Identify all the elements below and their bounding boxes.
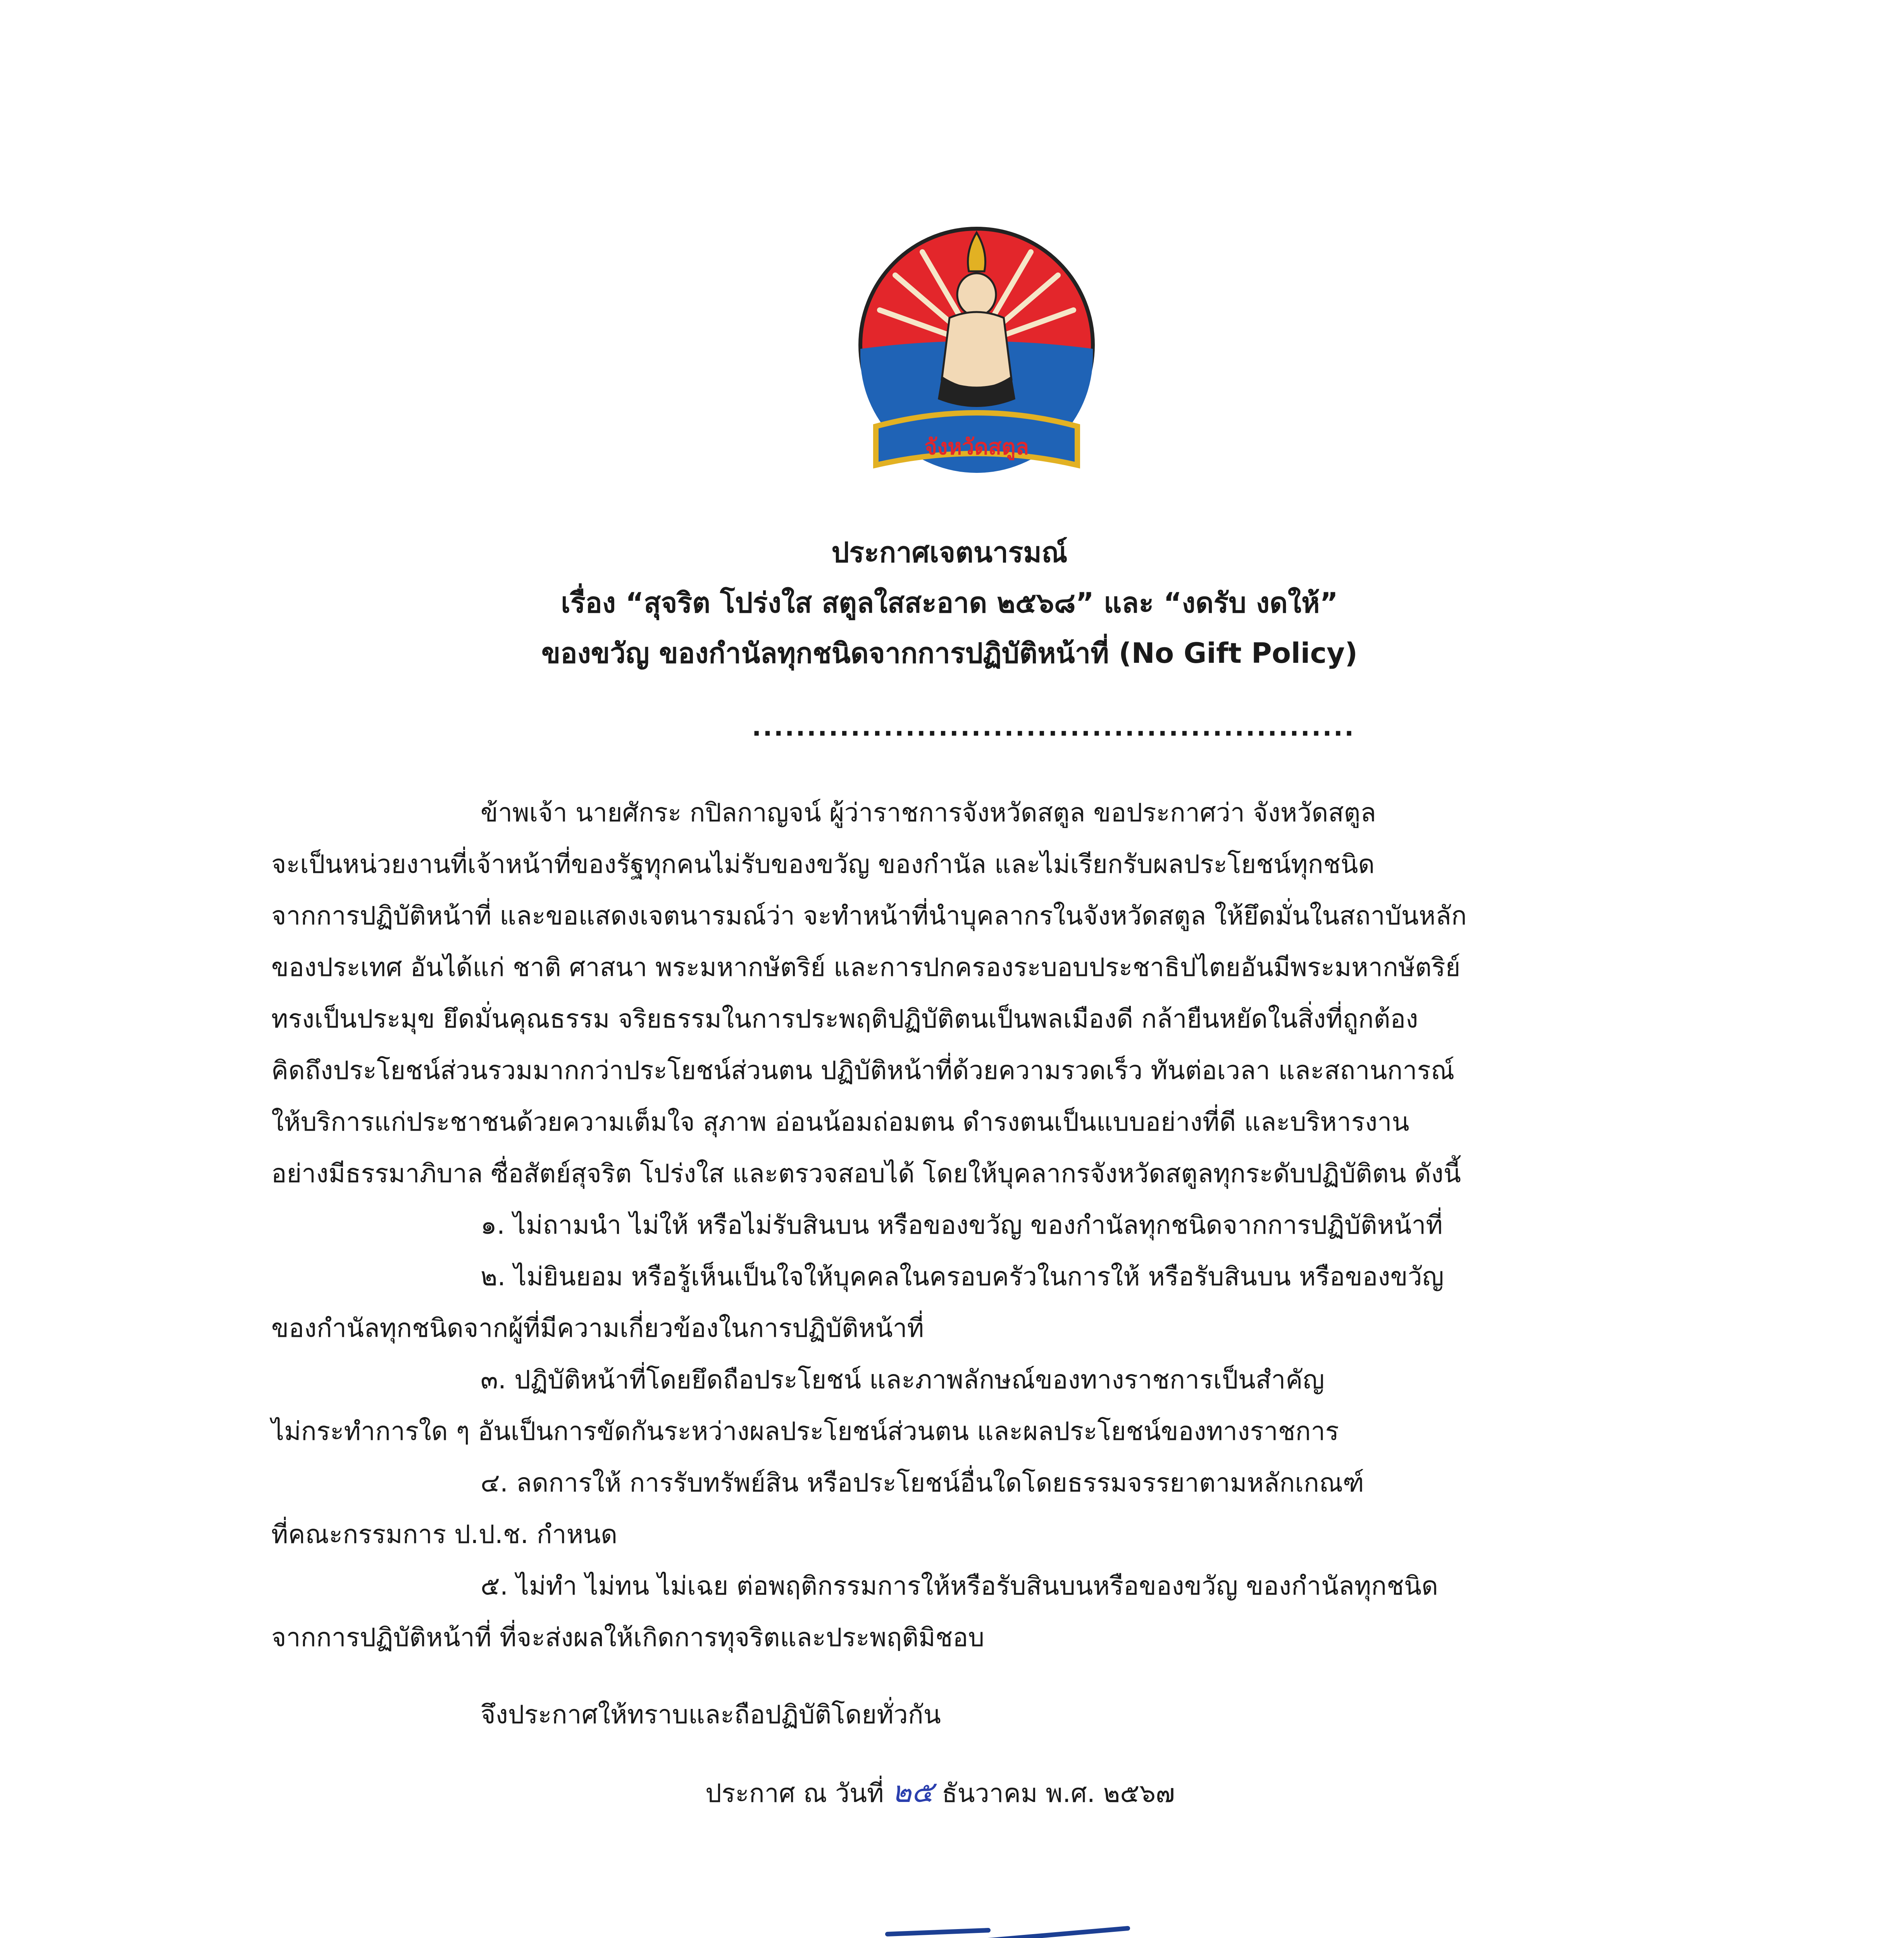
- title-line-2: เรื่อง “สุจริต โปร่งใส สตูลใสสะอาด ๒๕๖๘” และ “งดรับ งดให้”: [561, 586, 1338, 619]
- announcement-title: [271, 527, 1628, 678]
- paragraph-line: ทรงเป็นประมุข ยึดมั่นคุณธรรม จริยธรรมในการประพฤติปฏิบัติตนเป็นพลเมืองดี กล้ายืนหยัดในสิ่งที่ถูกต้อง: [271, 1004, 1418, 1034]
- list-item-2-cont: ของกำนัลทุกชนิดจากผู้ที่มีความเกี่ยวข้องในการปฏิบัติหน้าที่: [271, 1313, 924, 1343]
- list-item-2: ๒. ไม่ยินยอม หรือรู้เห็นเป็นใจให้บุคคลในครอบครัวในการให้ หรือรับสินบน หรือของขวัญ: [481, 1262, 1444, 1291]
- list-item-3-cont: ไม่กระทำการใด ๆ อันเป็นการขัดกันระหว่างผลประโยชน์ส่วนตน และผลประโยชน์ของทางราชการ: [271, 1416, 1339, 1446]
- list-item-5: ๕. ไม่ทำ ไม่ทน ไม่เฉย ต่อพฤติกรรมการให้หรือรับสินบนหรือของขวัญ ของกำนัลทุกชนิด: [481, 1571, 1438, 1601]
- governor-signature-icon: [872, 1907, 1143, 1938]
- paragraph-line: ข้าพเจ้า นายศักระ กปิลกาญจน์ ผู้ว่าราชการจังหวัดสตูล ขอประกาศว่า จังหวัดสตูล: [481, 798, 1376, 828]
- title-separator: .......................................................: [752, 713, 1356, 742]
- paragraph-line: จากการปฏิบัติหน้าที่ และขอแสดงเจตนารมณ์ว่า จะทำหน้าที่นำบุคลากรในจังหวัดสตูล ให้ยึดมั่นในสถาบันหลัก: [271, 901, 1467, 931]
- seal-graphic: [845, 217, 1108, 512]
- title-line-1: ประกาศเจตนารมณ์: [831, 536, 1068, 569]
- date-day-handwritten: ๒๕: [892, 1774, 934, 1809]
- date-rest: ธันวาคม พ.ศ. ๒๕๖๗: [942, 1778, 1175, 1808]
- paragraph-line: จะเป็นหน่วยงานที่เจ้าหน้าที่ของรัฐทุกคนไม่รับของขวัญ ของกำนัล และไม่เรียกรับผลประโยชน์ทุกชนิด: [271, 849, 1375, 879]
- spacer: [271, 1663, 1666, 1689]
- list-item-1: ๑. ไม่ถามนำ ไม่ให้ หรือไม่รับสินบน หรือของขวัญ ของกำนัลทุกชนิดจากการปฏิบัติหน้าที่: [481, 1210, 1443, 1240]
- paragraph-line: ของประเทศ อันได้แก่ ชาติ ศาสนา พระมหากษัตริย์ และการปกครองระบอบประชาธิปไตยอันมีพระมหากษัตริย์: [271, 952, 1461, 982]
- spacer: [271, 1740, 1666, 1766]
- title-line-3: ของขวัญ ของกำนัลทุกชนิดจากการปฏิบัติหน้าที่ (No Gift Policy): [541, 637, 1358, 669]
- closing-statement: จึงประกาศให้ทราบและถือปฏิบัติโดยทั่วกัน: [481, 1700, 941, 1729]
- paragraph-line: คิดถึงประโยชน์ส่วนรวมมากกว่าประโยชน์ส่วนตน ปฏิบัติหน้าที่ด้วยความรวดเร็ว ทันต่อเวลา และสถานการณ์: [271, 1055, 1455, 1085]
- list-item-5-cont: จากการปฏิบัติหน้าที่ ที่จะส่งผลให้เกิดการทุจริตและประพฤติมิชอบ: [271, 1622, 985, 1652]
- date-prefix: ประกาศ ณ วันที่: [705, 1778, 884, 1808]
- paragraph-line: อย่างมีธรรมาภิบาล ซื่อสัตย์สุจริต โปร่งใส และตรวจสอบได้ โดยให้บุคลากรจังหวัดสตูลทุกระดับปฏิบัติตน ดังนี้: [271, 1159, 1461, 1188]
- list-item-4-cont: ที่คณะกรรมการ ป.ป.ช. กำหนด: [271, 1519, 618, 1549]
- paragraph-line: ให้บริการแก่ประชาชนด้วยความเต็มใจ สุภาพ อ่อนน้อมถ่อมตน ดำรงตนเป็นแบบอย่างที่ดี และบริหารงาน: [271, 1107, 1409, 1137]
- list-item-3: ๓. ปฏิบัติหน้าที่โดยยึดถือประโยชน์ และภาพลักษณ์ของทางราชการเป็นสำคัญ: [481, 1365, 1325, 1395]
- list-item-4: ๔. ลดการให้ การรับทรัพย์สิน หรือประโยชน์อื่นใดโดยธรรมจรรยาตามหลักเกณฑ์: [481, 1468, 1364, 1498]
- seal-label: จังหวัดสตูล: [924, 434, 1029, 460]
- announcement-date: [271, 1766, 1666, 1819]
- announcement-body: [271, 787, 1666, 1819]
- satun-province-seal-icon: [845, 217, 1108, 512]
